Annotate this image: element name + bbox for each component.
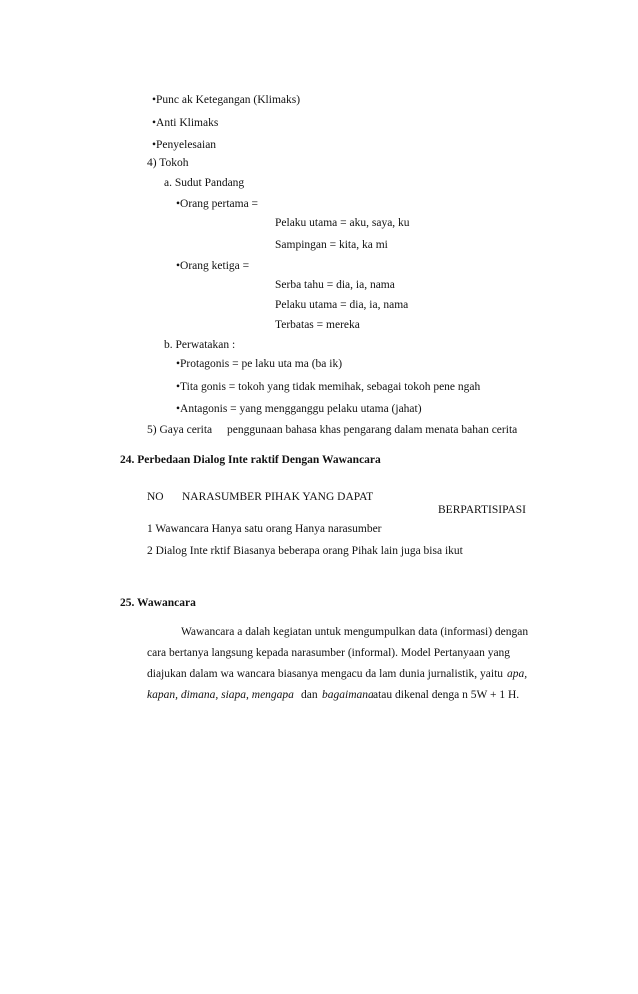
table-row: 1 Wawancara Hanya satu orang Hanya narasumber: [147, 523, 382, 535]
antagonis: •Antagonis = yang mengganggu pelaku utama (jahat): [176, 403, 422, 415]
paragraph-line-1: Wawancara a dalah kegiatan untuk mengumpulkan data (informasi) dengan: [181, 626, 529, 638]
serba-tahu: Serba tahu = dia, ia, nama: [275, 279, 395, 291]
tritagonis: •Tita gonis = tokoh yang tidak memihak, sebagai tokoh pene ngah: [176, 381, 481, 393]
terbatas: Terbatas = mereka: [275, 319, 360, 331]
table-header-columns: NARASUMBER PIHAK YANG DAPAT: [182, 491, 374, 503]
sampingan: Sampingan = kita, ka mi: [275, 239, 388, 251]
paragraph-line-3: diajukan dalam wa wancara biasanya mengacu da lam dunia jurnalistik, yaitu: [147, 668, 504, 680]
paragraph-line-4-end: atau dikenal denga n 5W + 1 H.: [373, 689, 520, 701]
paragraph-line-4-dan: dan: [301, 689, 318, 701]
section-24-title: 24. Perbedaan Dialog Inte raktif Dengan Wawancara: [120, 454, 381, 466]
gaya-cerita-label: 5) Gaya cerita: [147, 424, 213, 436]
paragraph-line-2: cara bertanya langsung kepada narasumber (informal). Model Pertanyaan yang: [147, 647, 511, 659]
table-header-no: NO: [147, 491, 164, 503]
pelaku-utama-ketiga: Pelaku utama = dia, ia, nama: [275, 299, 409, 311]
table-row: 2 Dialog Inte rktif Biasanya beberapa orang Pihak lain juga bisa ikut: [147, 545, 463, 557]
pelaku-utama-pertama: Pelaku utama = aku, saya, ku: [275, 217, 410, 229]
paragraph-line-4-italic: kapan, dimana, siapa, mengapa: [147, 689, 294, 701]
table-header-berpartisipasi: BERPARTISIPASI: [438, 504, 526, 516]
perwatakan-label: b. Perwatakan :: [164, 339, 236, 351]
gaya-cerita-text: penggunaan bahasa khas pengarang dalam menata bahan cerita: [227, 424, 518, 436]
orang-pertama: •Orang pertama =: [176, 198, 259, 210]
list-item-penyelesaian: •Penyelesaian: [152, 139, 217, 151]
list-item-klimaks: •Punc ak Ketegangan (Klimaks): [152, 94, 301, 106]
paragraph-line-3-italic: apa,: [507, 668, 528, 680]
tokoh-heading: 4) Tokoh: [147, 157, 189, 169]
orang-ketiga: •Orang ketiga =: [176, 260, 250, 272]
section-25-title: 25. Wawancara: [120, 597, 196, 609]
paragraph-line-4-bagaimana: bagaimana: [322, 689, 374, 701]
protagonis: •Protagonis = pe laku uta ma (ba ik): [176, 358, 343, 370]
sudut-pandang-label: a. Sudut Pandang: [164, 177, 245, 189]
list-item-anti-klimaks: •Anti Klimaks: [152, 117, 219, 129]
